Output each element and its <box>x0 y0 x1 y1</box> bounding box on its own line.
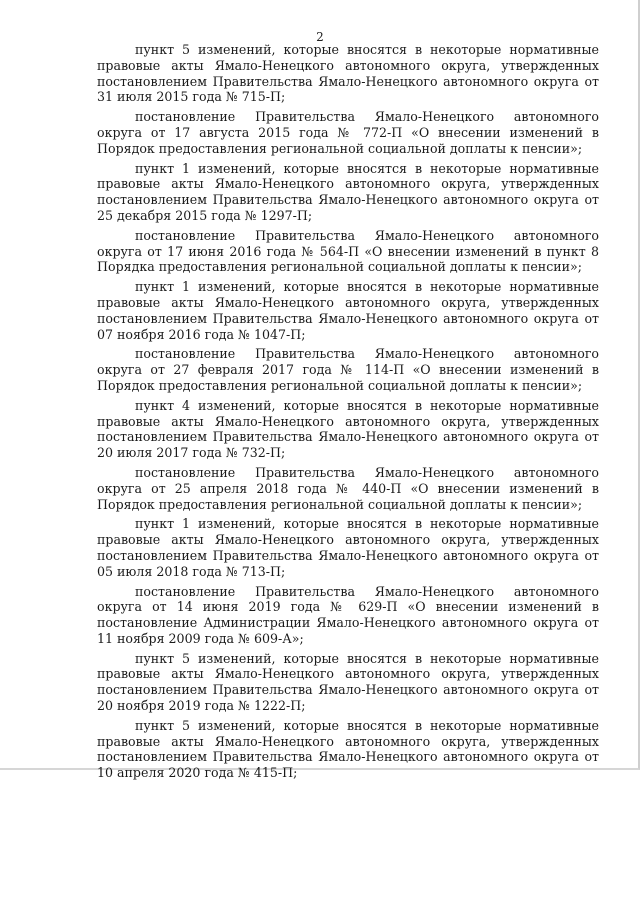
page-number: 2 <box>316 30 324 44</box>
paragraph: пункт 4 изменений, которые вносятся в некоторые нормативные правовые акты Ямало-Ненецкого автономного округа, утвержденных постановлением Правительства Ямало-Ненецкого автономного округа от 20 июля 2017 года № 732-П; <box>97 397 599 461</box>
paragraph: пункт 1 изменений, которые вносятся в некоторые нормативные правовые акты Ямало-Ненецкого автономного округа, утвержденных постановлением Правительства Ямало-Ненецкого автономного округа от 05 июля 2018 года № 713-П; <box>97 516 599 579</box>
paragraph: постановление Правительства Ямало-Ненецкого автономного округа от 27 февраля 2017 года № 114-П «О внесении изменений в Порядок предоставления региональной социальной доплаты к пенсии»; <box>97 346 599 393</box>
paragraph: постановление Правительства Ямало-Ненецкого автономного округа от 17 июня 2016 года № 564-П «О внесении изменений в пункт 8 Порядка предоставления региональной социальной доплаты к пенсии»; <box>97 227 599 275</box>
paragraph: постановление Правительства Ямало-Ненецкого автономного округа от 25 апреля 2018 года № 440-П «О внесении изменений в Порядок предоставления региональной социальной доплаты к пенсии»; <box>97 464 599 512</box>
paragraph: пункт 5 изменений, которые вносятся в некоторые нормативные правовые акты Ямало-Ненецкого автономного округа, утвержденных постановлением Правительства Ямало-Ненецкого автономного округа от 31 июля 2015 года № 715-П; <box>97 42 599 105</box>
paragraph: постановление Правительства Ямало-Ненецкого автономного округа от 14 июня 2019 года № 629-П «О внесении изменений в постановление Администрации Ямало-Ненецкого автономного округа от 11 ноября 2009 года № 609-А»; <box>97 583 599 646</box>
paragraph: пункт 1 изменений, которые вносятся в некоторые нормативные правовые акты Ямало-Ненецкого автономного округа, утвержденных постановлением Правительства Ямало-Ненецкого автономного округа от 25 декабря 2015 года № 1297-П; <box>97 160 599 223</box>
paragraph: пункт 1 изменений, которые вносятся в некоторые нормативные правовые акты Ямало-Ненецкого автономного округа, утвержденных постановлением Правительства Ямало-Ненецкого автономного округа от 07 ноября 2016 года № 1047-П; <box>97 279 599 342</box>
document-body <box>97 42 599 785</box>
paragraph: постановление Правительства Ямало-Ненецкого автономного округа от 17 августа 2015 года № 772-П «О внесении изменений в Порядок предоставления региональной социальной доплаты к пенсии»; <box>97 109 599 156</box>
paragraph: пункт 5 изменений, которые вносятся в некоторые нормативные правовые акты Ямало-Ненецкого автономного округа, утвержденных постановлением Правительства Ямало-Ненецкого автономного округа от 10 апреля 2020 года № 415-П; <box>97 717 599 781</box>
paragraph: пункт 5 изменений, которые вносятся в некоторые нормативные правовые акты Ямало-Ненецкого автономного округа, утвержденных постановлением Правительства Ямало-Ненецкого автономного округа от 20 ноября 2019 года № 1222-П; <box>97 650 599 714</box>
